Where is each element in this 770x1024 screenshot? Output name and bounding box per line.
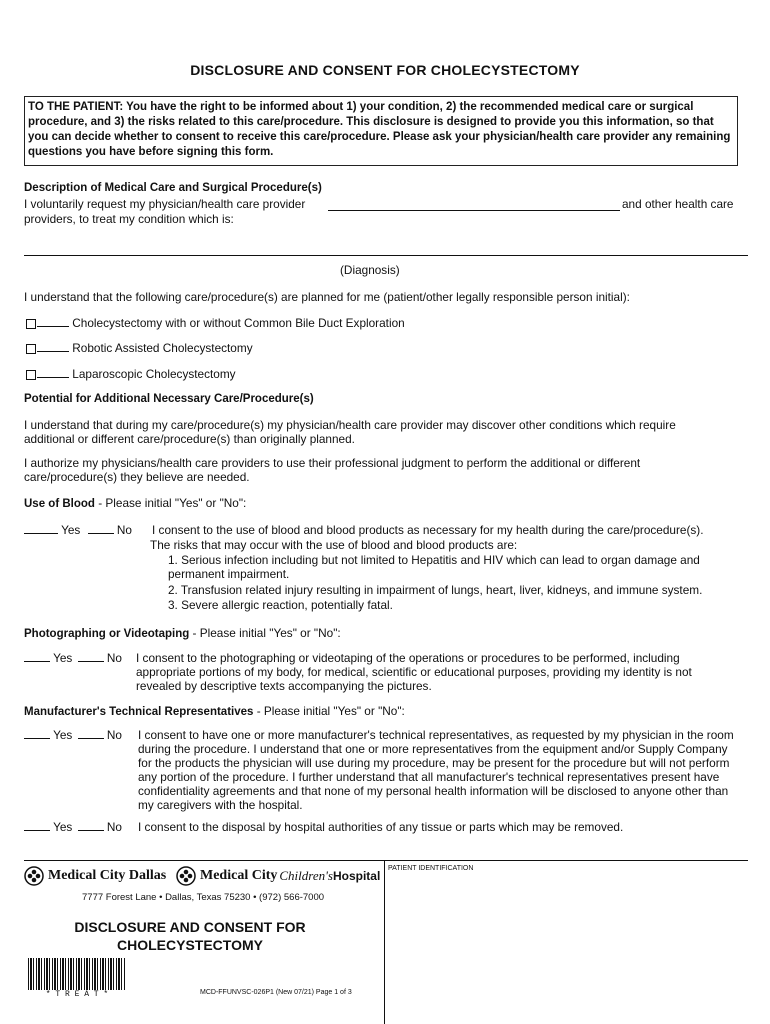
blood-initials (24, 523, 132, 537)
barcode-text: * T R E A T * (45, 990, 109, 999)
footer-vertical-divider (384, 860, 385, 1024)
blood-risk-item: 3. Severe allergic reaction, potentially fatal. (168, 598, 393, 612)
manufacturer-yes-field[interactable] (24, 738, 50, 739)
disposal-yes-label: Yes (53, 820, 73, 834)
blood-yes-field[interactable] (24, 533, 58, 534)
photo-heading: Photographing or Videotaping (24, 628, 190, 640)
option-label: Robotic Assisted Cholecystectomy (72, 341, 253, 355)
option-checkbox[interactable] (26, 344, 36, 354)
manufacturer-heading: Manufacturer's Technical Representatives (24, 706, 254, 718)
logo-text-a: Medical City (200, 868, 278, 883)
manufacturer-no-field[interactable] (78, 738, 104, 739)
additional-heading: Potential for Additional Necessary Care/Procedure(s) (24, 393, 314, 405)
photo-instruction: - Please initial "Yes" or "No": (189, 626, 341, 640)
photo-consent-text: I consent to the photographing or videotaping of the operations or procedures to be performed, including appropriate portions of my body, for medical, scientific or educational purposes, providing my identity is not revealed by descriptive texts accompanying the pictures. (136, 651, 692, 693)
request-line-2: providers, to treat my condition which is: (24, 212, 234, 226)
blood-no-label: No (116, 523, 132, 537)
barcode (28, 958, 126, 990)
disposal-consent-text: I consent to the disposal by hospital authorities of any tissue or parts which may be removed. (138, 820, 624, 834)
blood-no-field[interactable] (88, 533, 114, 534)
blood-risk-item: 2. Transfusion related injury resulting in impairment of lungs, heart, liver, kidneys, and immune system. (168, 583, 703, 597)
photo-yes-field[interactable] (24, 661, 50, 662)
manufacturer-initials (24, 728, 122, 742)
option-row (26, 367, 236, 381)
patient-notice: TO THE PATIENT: You have the right to be informed about 1) your condition, 2) the recommended medical care or surgical procedure, and 3) the risks related to this care/procedure. This disclosure is designed to provide you this information, so that you can decide whether to consent to receive this care/procedure. Please ask your physician/health care provider any remaining questions you have before signing this form. (24, 96, 738, 166)
disposal-initials (24, 820, 122, 834)
additional-paragraph-1: I understand that during my care/procedure(s) my physician/health care provider may discover other conditions which require additional or different care/procedure(s) than originally planned. (24, 418, 676, 446)
option-checkbox[interactable] (26, 319, 36, 329)
patient-identification-area[interactable] (392, 880, 742, 1010)
option-initial-field[interactable] (37, 351, 69, 352)
blood-risks-intro: The risks that may occur with the use of blood and blood products are: (150, 538, 518, 552)
logo-text-b: Children's (279, 868, 333, 883)
blood-instruction: - Please initial "Yes" or "No": (94, 496, 247, 510)
option-row (26, 316, 405, 330)
diagnosis-field[interactable] (24, 254, 748, 256)
diagnosis-label: (Diagnosis) (340, 263, 400, 277)
manufacturer-yes-label: Yes (53, 728, 73, 742)
photo-yes-label: Yes (53, 651, 73, 665)
option-label: Cholecystectomy with or without Common Bile Duct Exploration (72, 316, 405, 330)
blood-risk-item: 1. Serious infection including but not limited to Hepatitis and HIV which can lead to organ damage and permanent impairment. (168, 553, 700, 581)
request-line-start: I voluntarily request my physician/health care provider (24, 197, 306, 211)
disposal-no-field[interactable] (78, 830, 104, 831)
blood-heading-row (24, 496, 246, 511)
option-label: Laparoscopic Cholecystectomy (72, 367, 236, 381)
manufacturer-instruction: - Please initial "Yes" or "No": (253, 704, 405, 718)
page-title: DISCLOSURE AND CONSENT FOR CHOLECYSTECTOMY (190, 62, 580, 78)
medical-city-childrens-logo (176, 866, 380, 886)
provider-name-field[interactable] (328, 197, 620, 211)
disposal-yes-field[interactable] (24, 830, 50, 831)
request-line-end: and other health care (622, 197, 734, 211)
photo-heading-row (24, 626, 341, 641)
option-initial-field[interactable] (37, 326, 69, 327)
manufacturer-heading-row (24, 704, 405, 719)
hospital-emblem-icon (24, 866, 44, 886)
option-initial-field[interactable] (37, 377, 69, 378)
option-row (26, 341, 253, 355)
form-code: MCD-FFUNVSC-026P1 (New 07/21) Page 1 of 3 (200, 989, 352, 996)
hospital-emblem-icon (176, 866, 196, 886)
logo-text-c: Hospital (332, 869, 381, 883)
footer-form-title: DISCLOSURE AND CONSENT FOR CHOLECYSTECTOMY (74, 919, 306, 953)
hospital-address: 7777 Forest Lane • Dallas, Texas 75230 • (972) 566-7000 (82, 892, 325, 903)
option-checkbox[interactable] (26, 370, 36, 380)
description-heading: Description of Medical Care and Surgical Procedure(s) (24, 182, 322, 194)
patient-identification-label: PATIENT IDENTIFICATION (388, 865, 474, 872)
footer-divider (24, 860, 748, 861)
logo-text: Medical City Dallas (48, 868, 167, 883)
disposal-no-label: No (106, 820, 122, 834)
manufacturer-no-label: No (106, 728, 122, 742)
blood-heading: Use of Blood (24, 498, 95, 510)
planned-intro: I understand that the following care/procedure(s) are planned for me (patient/other legally responsible person initial): (24, 290, 630, 304)
photo-initials (24, 651, 122, 665)
manufacturer-consent-text: I consent to have one or more manufacturer's technical representatives, as requested by my physician in the room during the procedure. I understand that one or more representatives from the equipment and/or Supply Company for the products the physician will use during my procedure, may be present for the procedure but will not perform any portion of the procedure. I further understand that all manufacturer's technical representatives present have confidentiality agreements and that none of my personal health information will be disclosed to anyone other than my caregivers with the hospital. (138, 728, 734, 812)
photo-no-field[interactable] (78, 661, 104, 662)
medical-city-dallas-logo (24, 866, 166, 886)
blood-yes-label: Yes (61, 523, 81, 537)
blood-consent-text: I consent to the use of blood and blood products as necessary for my health during the care/procedure(s). (152, 523, 704, 537)
additional-paragraph-2: I authorize my physicians/health care providers to use their professional judgment to perform the additional or different care/procedure(s) they believe are needed. (24, 456, 641, 484)
photo-no-label: No (106, 651, 122, 665)
